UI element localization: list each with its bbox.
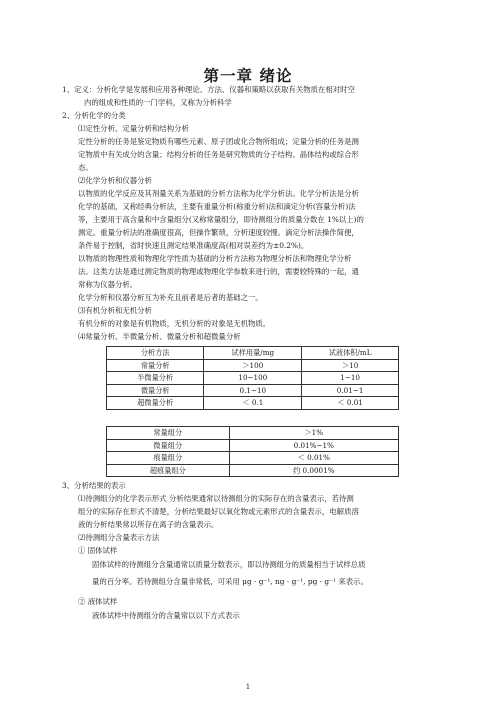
table-cell: ＞1% (229, 427, 398, 440)
definition-line-2: 内的组成和性质的一门学科，又称为分析科学 (84, 98, 232, 107)
table-cell: 超痕量组分 (107, 464, 230, 477)
table-cell: ＜ 0.01% (229, 452, 398, 465)
table-cell: ＜ 0.1 (204, 397, 302, 410)
table-header-cell: 分析方法 (107, 347, 204, 360)
table-header-cell: 试液体积/mL (302, 347, 399, 360)
table-cell: 0.01~1 (302, 384, 399, 397)
table-cell: 微量组分 (107, 439, 230, 452)
paragraph-line: 态。 (78, 163, 93, 172)
subsection-heading: ⑵待测组分含量表示方法 (78, 533, 160, 542)
component-content-table (106, 426, 399, 477)
table-cell: 常量分析 (107, 359, 204, 372)
paragraph-line: 液的分析结果常以所存在离子的含量表示。 (78, 520, 219, 529)
paragraph-line: 量的百分率。若待测组分含量非常低，可采用 μg · g⁻¹, ng · g⁻¹, pg · g⁻¹ 来表示。 (92, 577, 368, 586)
definition-line-1: 1、定义：分析化学是发展和应用各种理论、方法、仪器和策略以获取有关物质在相对时空 (62, 85, 355, 94)
table-row (107, 384, 399, 397)
subsection-4-heading: ⑷常量分析、半微量分析、微量分析和超微量分析 (78, 332, 241, 341)
paragraph-line: 定性分析的任务是鉴定物质有哪些元素、原子团或化合物所组成；定量分析的任务是测 (78, 137, 359, 146)
subsection-3-heading: ⑶有机分析和无机分析 (78, 306, 152, 315)
table-cell: 约 0.0001% (229, 464, 398, 477)
solid-sample-heading: ① 固体试样 (78, 546, 118, 555)
subsection-1-heading: ⑴定性分析、定量分析和结构分析 (78, 124, 189, 133)
paragraph-line: 有机分析的对象是有机物质，无机分析的对象是无机物质。 (78, 319, 271, 328)
table-cell: 半微量分析 (107, 372, 204, 385)
paragraph-line: 定物质中有关成分的含量；结构分析的任务是研究物质的分子结构、晶体结构或综合形 (78, 150, 359, 159)
liquid-sample-heading: ② 液体试样 (78, 597, 118, 606)
paragraph-line: 以物质的化学反应及其剂量关系为基础的分析方法称为化学分析法。化学分析法是分析 (78, 189, 359, 198)
subsection-2-heading: ⑵化学分析和仪器分析 (78, 176, 152, 185)
table-row (107, 372, 399, 385)
table-header-row (107, 347, 399, 360)
table-row (107, 464, 399, 477)
table-row (107, 439, 399, 452)
table-cell: ＞10 (302, 359, 399, 372)
paragraph-line: 液体试样中待测组分的含量常以以下方式表示 (92, 611, 240, 620)
chapter-title: 第一章 绪论 (203, 67, 293, 85)
table-row (107, 397, 399, 410)
section-2-heading: 2、分析化学的分类 (62, 111, 126, 120)
paragraph-line: 化学的基础，又称经典分析法，主要有重量分析(称重分析)法和滴定分析(容量分析)法 (78, 202, 356, 211)
table-cell: 1~10 (302, 372, 399, 385)
paragraph-line: ⑴待测组分的化学表示形式 分析结果通常以待测组分的实际存在的含量表示，若待测 (78, 494, 354, 503)
table-header-cell: 试样用量/mg (204, 347, 302, 360)
page-number: 1 (245, 683, 251, 691)
paragraph-line: 组分的实际存在形式不清楚，分析结果最好以氧化物或元素形式的含量表示，电解质溶 (78, 507, 359, 516)
paragraph-line: 常称为仪器分析。 (78, 280, 138, 289)
table-cell: 常量组分 (107, 427, 230, 440)
paragraph-line: 化学分析和仪器分析互为补充且前者是后者的基础之一。 (78, 293, 263, 302)
table-cell: ＞100 (204, 359, 302, 372)
table-row (107, 359, 399, 372)
paragraph-line: 测定。重量分析法的准确度很高，但操作繁琐，分析速度较慢。滴定分析法操作简便， (78, 228, 359, 237)
table-row (107, 427, 399, 440)
paragraph-line: 法。这类方法是通过测定物质的物理或物理化学参数来进行的，需要较特殊的一起，通 (78, 267, 359, 276)
paragraph-line: 等，主要用于高含量和中含量组分(又称常量组分，即待测组分的质量分数在 1%以上)的 (78, 215, 364, 224)
table-cell: 超微量分析 (107, 397, 204, 410)
table-cell: 0.01%~1% (229, 439, 398, 452)
analysis-method-table (106, 346, 399, 410)
table-cell: 0.1~10 (204, 384, 302, 397)
paragraph-line: 固体试样的待测组分含量通常以质量分数表示，即以待测组分的质量相当于试样总质 (92, 560, 366, 569)
table-cell: 微量分析 (107, 384, 204, 397)
section-3-heading: 3、分析结果的表示 (62, 481, 126, 490)
table-cell: 痕量组分 (107, 452, 230, 465)
paragraph-line: 以物质的物理性质和物理化学性质为基础的分析方法称为物理分析法和物理化学分析 (78, 254, 352, 263)
table-row (107, 452, 399, 465)
table-cell: ＜ 0.01 (302, 397, 399, 410)
paragraph-line: 条件易于控制，省时快速且测定结果准确度高(相对误差约为±0.2%)。 (78, 241, 309, 250)
table-cell: 10~100 (204, 372, 302, 385)
